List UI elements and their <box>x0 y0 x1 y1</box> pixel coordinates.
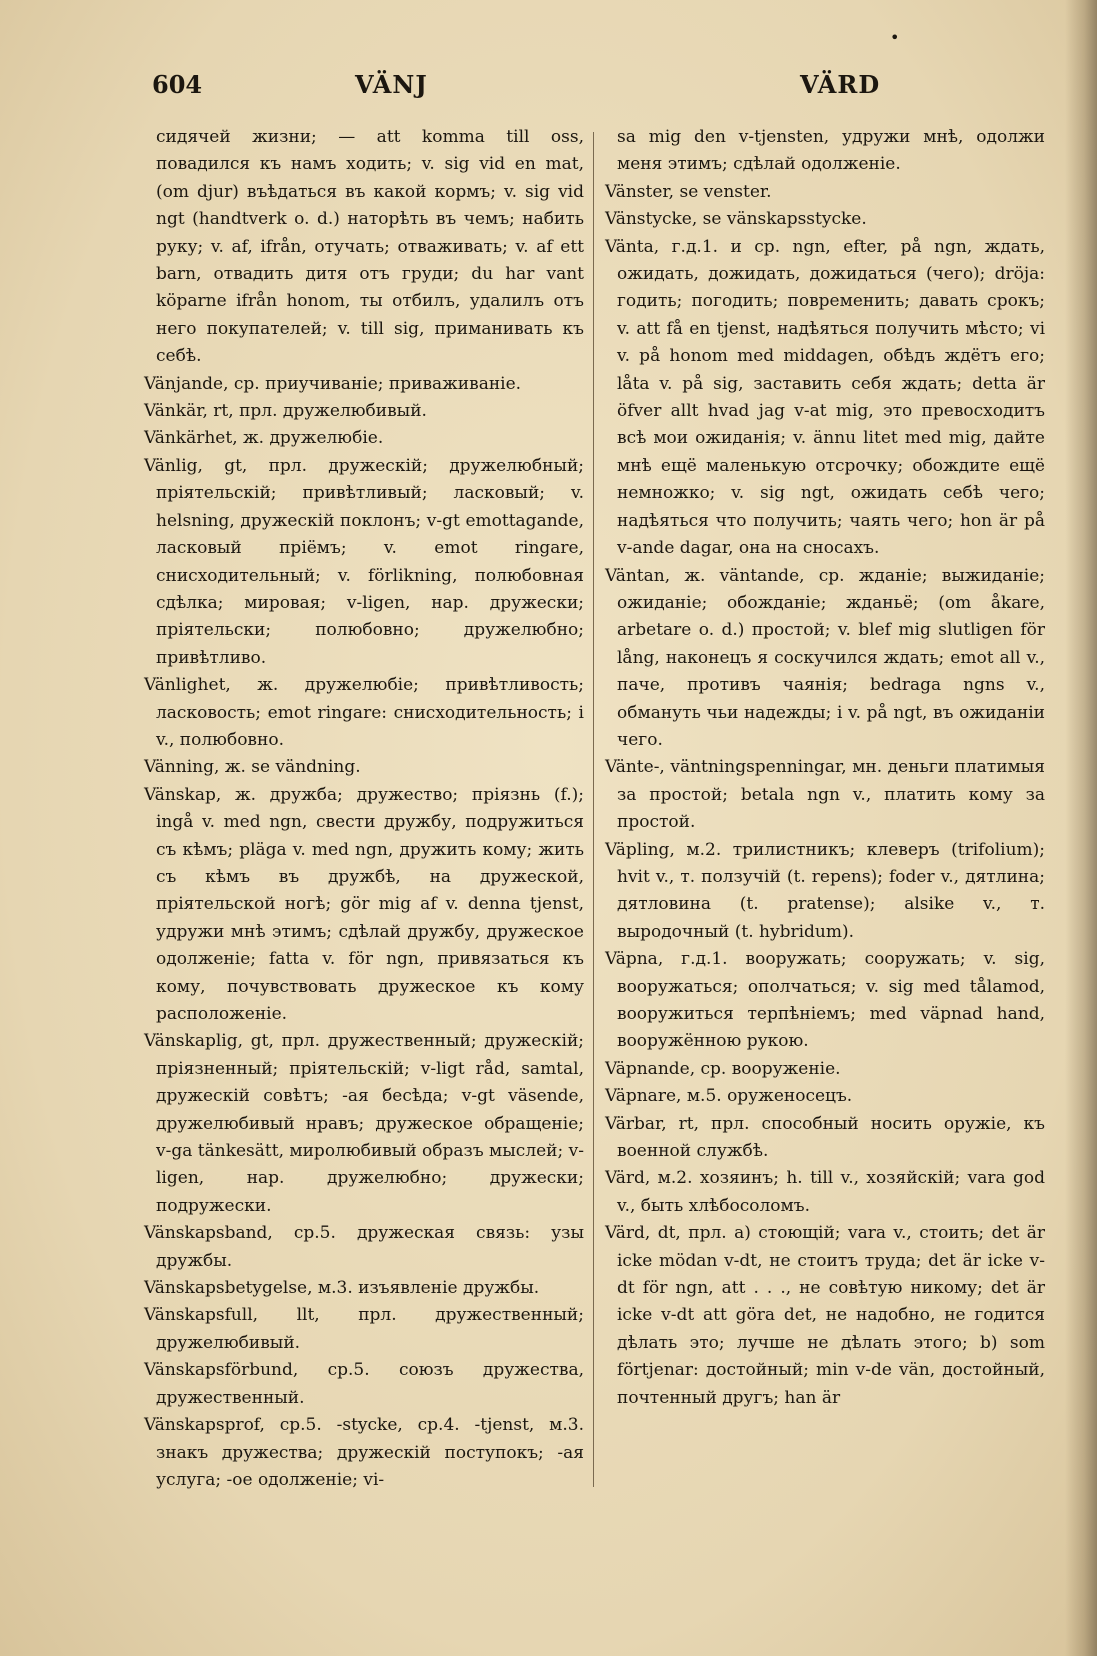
entry: Väpling, м.2. трилистникъ; клеверъ (trifolium); hvit v., т. ползучій (t. repens); foder v., дятлина; дятловина (t. pratense); alsike v., т. выродочный (t. hybridum). <box>605 839 1045 942</box>
entry: sa mig den v-tjensten, удружи мнѣ, одолжи меня этимъ; сдѣлай одолженіе. <box>617 127 1045 175</box>
entry: Väpnande, cp. вооруженіе. <box>605 1058 841 1079</box>
entry: Vänskapsband, cp.5. дружеская связь: узы дружбы. <box>144 1223 584 1271</box>
entry: Vänster, se venster. <box>605 181 772 202</box>
entry: Vänjande, cp. приучиваніе; приваживаніе. <box>144 373 522 394</box>
entry: Vänkärhet, ж. дружелюбіе. <box>144 428 384 449</box>
entry: Vänta, г.д.1. и cp. ngn, efter, på ngn, ждать, ожидать, дожидать, дожидаться (чего); dröja: годить; погодить; повременить; давать срокъ; v. att få en tjenst, надѣяться получить мѣсто; vi v. på honom med middagen, обѣдъ ждётъ его; låta v. på sig, заставить себя ждать; detta är öfver allt hvad jag v-at mig, это превосходитъ всѣ мои ожиданія; v. ännu litet med mig, дайте мнѣ ещё маленькую отсрочку; обождите ещё немножко; v. sig ngt, ожидать себѣ чего; надѣяться что получить; чаять чего; hon är på v-ande dagar, она на сносахъ. <box>605 236 1045 559</box>
entry: Vänning, ж. se vändning. <box>144 757 361 778</box>
entry: Vänskapsförbund, cp.5. союзъ дружества, дружественный. <box>144 1360 584 1408</box>
page-number: 604 <box>152 70 203 99</box>
entry: Vänlig, gt, прл. дружескій; дружелюбный; пріятельскій; привѣтливый; ласковый; v. helsning, дружескій поклонъ; v-gt emottagande, ласковый пріёмъ; v. emot ringare, снисходительный; v. förlikning, полюбовная сдѣлка; мировая; v-ligen, нар. дружески; пріятельски; полюбовно; дружелюбно; привѣтливо. <box>144 455 584 668</box>
entry: Vänskapsbetygelse, м.3. изъявленіе дружбы. <box>144 1278 540 1299</box>
column-divider <box>593 132 594 1487</box>
entry: Vänlighet, ж. дружелюбіе; привѣтливость; ласковость; emot ringare: снисходительность; i v., полюбовно. <box>144 675 584 750</box>
entry: Vänskapsfull, llt, прл. дружественный; дружелюбивый. <box>144 1305 584 1353</box>
entry: Vänskapsprof, cp.5. -stycke, cp.4. -tjenst, м.3. знакъ дружества; дружескій поступокъ; -ая услуга; -ое одолженіе; vi- <box>144 1415 584 1490</box>
left-column <box>144 124 584 1494</box>
page-edge-shadow <box>1065 0 1097 1656</box>
entry: Väpnare, м.5. оруженосецъ. <box>605 1086 853 1107</box>
page-header <box>0 70 1097 110</box>
right-column <box>605 124 1045 1412</box>
entry: Vänskap, ж. дружба; дружество; пріязнь (f.); ingå v. med ngn, свести дружбу, подружиться съ кѣмъ; pläga v. med ngn, дружить кому; жить съ кѣмъ въ дружбѣ, на дружеской, пріятельской ногѣ; gör mig af v. denna tjenst, удружи мнѣ этимъ; сдѣлай дружбу, дружеское одолженіе; fatta v. för ngn, привязаться къ кому, почувствовать дружеское къ кому расположеніе. <box>144 784 584 1024</box>
ink-mark: • <box>890 28 900 47</box>
entry: Vänkär, rt, прл. дружелюбивый. <box>144 401 427 422</box>
entry: Väntan, ж. väntande, cp. жданіе; выжиданіе; ожиданіе; обожданіе; жданьё; (om åkare, arbetare o. d.) простой; v. blef mig slutligen för lång, наконецъ я соскучился ждать; emot all v., паче, противъ чаянія; bedraga ngns v., обмануть чьи надежды; i v. på ngt, въ ожиданіи чего. <box>605 565 1045 750</box>
guide-word-left: VÄNJ <box>355 70 428 99</box>
entry: Väpna, г.д.1. вооружать; сооружать; v. sig, вооружаться; ополчаться; v. sig med tålamod, вооружиться терпѣніемъ; med väpnad hand, вооружённою рукою. <box>605 949 1045 1052</box>
entry: Värd, м.2. хозяинъ; h. till v., хозяйскій; vara god v., быть хлѣбосоломъ. <box>605 1168 1045 1216</box>
entry: сидячей жизни; — att komma till oss, повадился къ намъ ходить; v. sig vid en mat, (om djur) въѣдаться въ какой кормъ; v. sig vid ngt (handtverk o. d.) наторѣть въ чемъ; набить руку; v. af, ifrån, отучать; отваживать; v. af ett barn, отвадить дитя отъ груди; du har vant köparne ifrån honom, ты отбилъ, удалилъ отъ него покупателей; v. till sig, приманивать къ себѣ. <box>156 127 584 367</box>
entry: Vänskaplig, gt, прл. дружественный; дружескій; пріязненный; пріятельскій; v-ligt råd, samtal, дружескій совѣтъ; -ая бесѣда; v-gt väsende, дружелюбивый нравъ; дружеское обращеніе; v-ga tänkesätt, миролюбивый образъ мыслей; v-ligen, нар. дружелюбно; дружески; подружески. <box>144 1031 584 1216</box>
entry: Vänte-, väntningspenningar, мн. деньги платимыя за простой; betala ngn v., платить кому за простой. <box>605 757 1045 833</box>
entry: Värd, dt, прл. a) стоющій; vara v., стоить; det är icke mödan v-dt, не стоитъ труда; det är icke v-dt för ngn, att . . ., не совѣтую никому; det är icke v-dt att göra det, не надобно, не годится дѣлать это; лучше не дѣлать этого; b) som förtjenar: достойный; min v-de vän, достойный, почтенный другъ; han är <box>605 1223 1045 1408</box>
guide-word-right: VÄRD <box>800 70 881 99</box>
entry: Värbar, rt, прл. способный носить оружіе, къ военной службѣ. <box>605 1113 1045 1162</box>
entry: Vänstycke, se vänskapsstycke. <box>605 209 867 230</box>
